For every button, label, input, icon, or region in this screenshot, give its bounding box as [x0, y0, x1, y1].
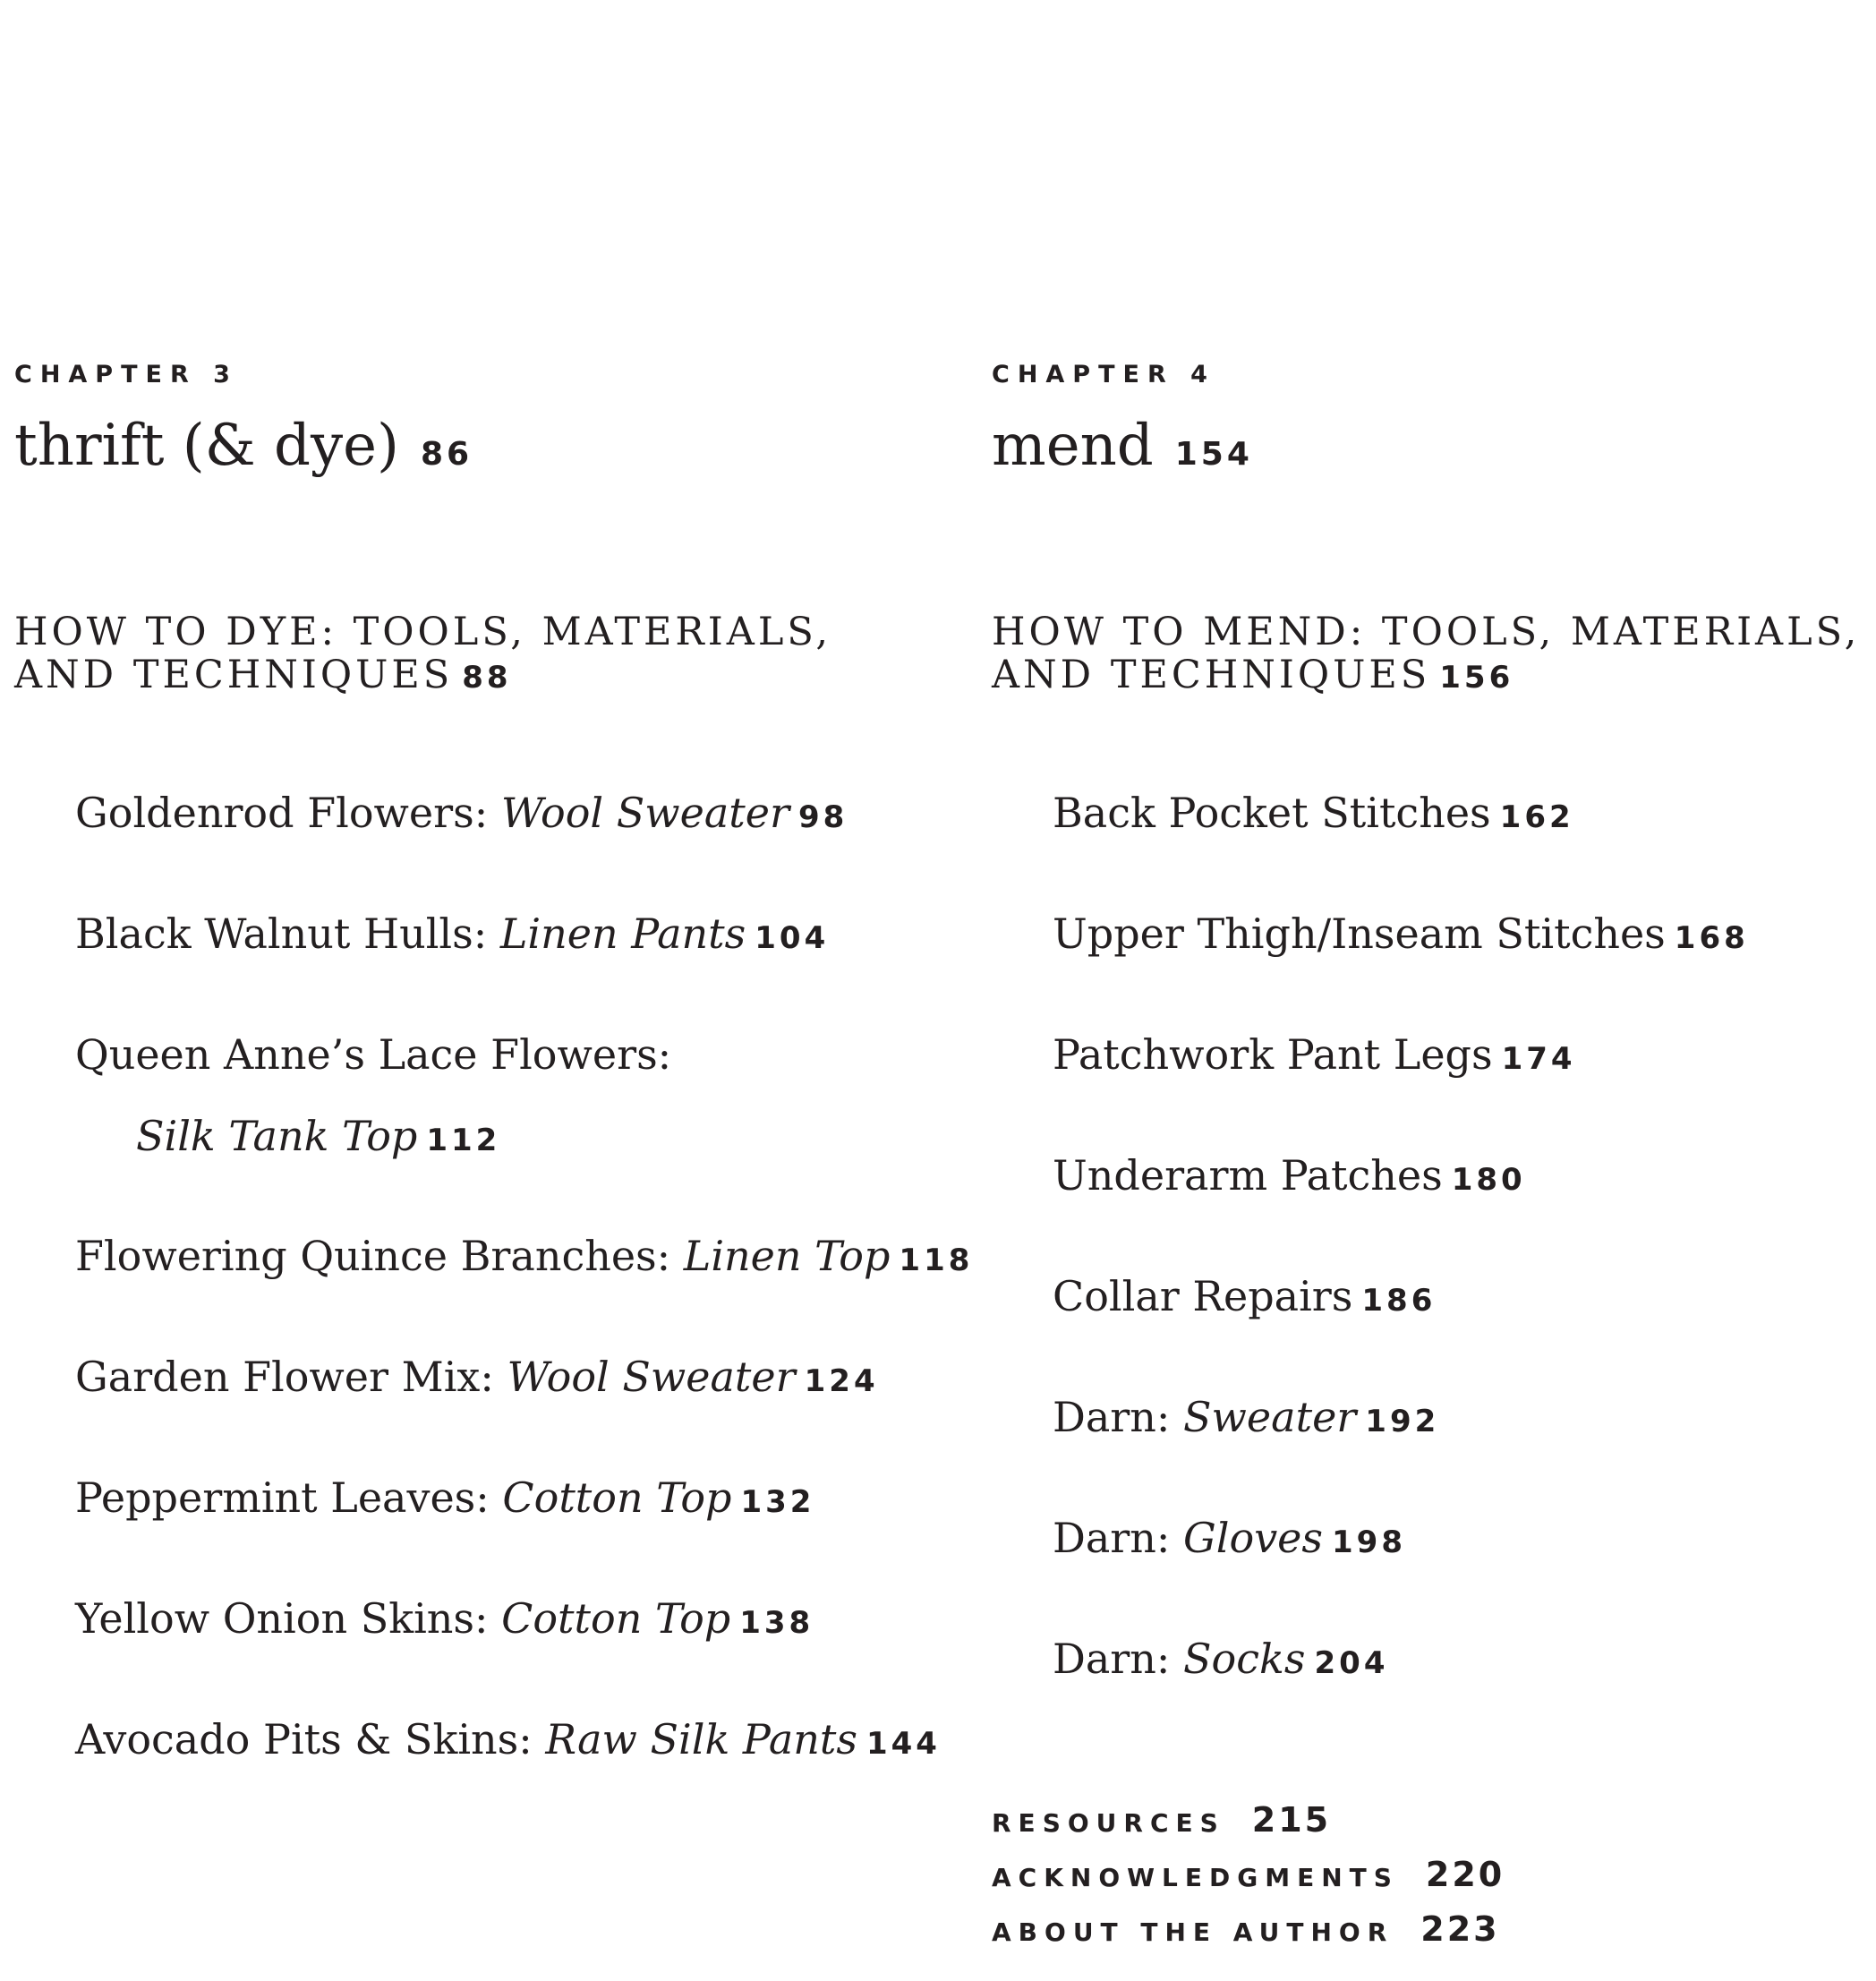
page-number: 204 — [1314, 1645, 1389, 1681]
page-number: 138 — [739, 1605, 814, 1641]
project-name: Raw Silk Pants — [545, 1715, 857, 1763]
toc-entry[interactable]: Avocado Pits & Skins: Raw Silk Pants 144 — [75, 1715, 941, 1763]
toc-entry[interactable]: Darn: Gloves 198 — [1053, 1514, 1406, 1562]
section-heading[interactable] — [992, 611, 1860, 699]
toc-entry[interactable]: Goldenrod Flowers: Wool Sweater 98 — [75, 789, 848, 837]
backmatter-entry[interactable] — [992, 1857, 1505, 1896]
toc-entry-continuation — [136, 1111, 671, 1166]
chapter-title-text: mend — [992, 413, 1154, 479]
project-name: Cotton Top — [502, 1473, 732, 1522]
page-number: 192 — [1365, 1404, 1440, 1439]
section-heading-line: HOW TO DYE: TOOLS, MATERIALS, — [14, 610, 831, 654]
chapter-title[interactable] — [992, 412, 1253, 489]
project-name: Linen Top — [683, 1232, 891, 1280]
page-number: 144 — [866, 1726, 941, 1762]
page-number: 118 — [899, 1242, 974, 1278]
page-number: 112 — [426, 1123, 501, 1158]
chapter-title-text: thrift (& dye) — [14, 413, 399, 479]
toc-entry[interactable]: Underarm Patches 180 — [1053, 1151, 1526, 1200]
toc-entry[interactable]: Garden Flower Mix: Wool Sweater 124 — [75, 1353, 879, 1401]
toc-entry[interactable]: Upper Thigh/Inseam Stitches 168 — [1053, 909, 1749, 958]
page-number: 198 — [1332, 1524, 1406, 1560]
section-heading-line: AND TECHNIQUES 88 — [14, 653, 512, 697]
page-number: 180 — [1451, 1162, 1526, 1198]
chapter-label: CHAPTER 4 — [992, 361, 1215, 389]
toc-entry[interactable]: Patchwork Pant Legs 174 — [1053, 1030, 1576, 1079]
page-number: 186 — [1361, 1283, 1437, 1319]
page-number: 168 — [1674, 920, 1749, 956]
page-number: 104 — [755, 920, 830, 956]
toc-entry[interactable]: Collar Repairs 186 — [1053, 1272, 1437, 1320]
section-heading-line: AND TECHNIQUES 156 — [992, 653, 1514, 697]
project-name: Socks — [1183, 1635, 1306, 1683]
toc-entry[interactable]: Queen Anne’s Lace Flowers: Silk Tank Top 112 — [75, 1029, 671, 1166]
section-heading-line: HOW TO MEND: TOOLS, MATERIALS, — [992, 610, 1861, 654]
project-name: Wool Sweater — [500, 789, 789, 837]
page-number: 156 — [1439, 660, 1514, 696]
page-number: 162 — [1499, 799, 1574, 835]
page-number: 86 — [421, 436, 473, 473]
chapter-title[interactable] — [14, 412, 473, 489]
backmatter-entry[interactable] — [992, 1802, 1331, 1841]
toc-entry[interactable]: Black Walnut Hulls: Linen Pants 104 — [75, 909, 830, 958]
project-name: Cotton Top — [501, 1594, 731, 1643]
page-number: 154 — [1174, 436, 1253, 473]
project-name: Silk Tank Top — [136, 1112, 418, 1160]
backmatter-label: RESOURCES — [992, 1808, 1225, 1838]
page-number: 215 — [1251, 1800, 1332, 1840]
project-name: Wool Sweater — [507, 1353, 796, 1401]
toc-entry[interactable]: Back Pocket Stitches 162 — [1053, 789, 1574, 837]
project-name: Gloves — [1183, 1514, 1324, 1562]
page-number: 223 — [1420, 1909, 1500, 1949]
page-number: 98 — [797, 799, 848, 835]
page-number: 88 — [462, 660, 512, 696]
toc-entry[interactable]: Flowering Quince Branches: Linen Top 118 — [75, 1232, 974, 1280]
page-number: 174 — [1501, 1041, 1576, 1077]
page-number: 124 — [804, 1363, 879, 1399]
backmatter-entry[interactable] — [992, 1911, 1500, 1951]
section-heading[interactable] — [14, 611, 831, 699]
toc-entry[interactable]: Yellow Onion Skins: Cotton Top 138 — [75, 1594, 814, 1643]
project-name: Sweater — [1183, 1393, 1357, 1441]
page-number: 220 — [1425, 1855, 1505, 1894]
toc-entry[interactable]: Darn: Socks 204 — [1053, 1635, 1389, 1683]
backmatter-label: ACKNOWLEDGMENTS — [992, 1863, 1399, 1892]
toc-entry[interactable]: Darn: Sweater 192 — [1053, 1393, 1440, 1441]
page-number: 132 — [740, 1484, 815, 1520]
backmatter-label: ABOUT THE AUTHOR — [992, 1917, 1394, 1947]
chapter-label: CHAPTER 3 — [14, 361, 238, 389]
project-name: Linen Pants — [499, 909, 746, 958]
toc-entry[interactable]: Peppermint Leaves: Cotton Top 132 — [75, 1473, 815, 1522]
